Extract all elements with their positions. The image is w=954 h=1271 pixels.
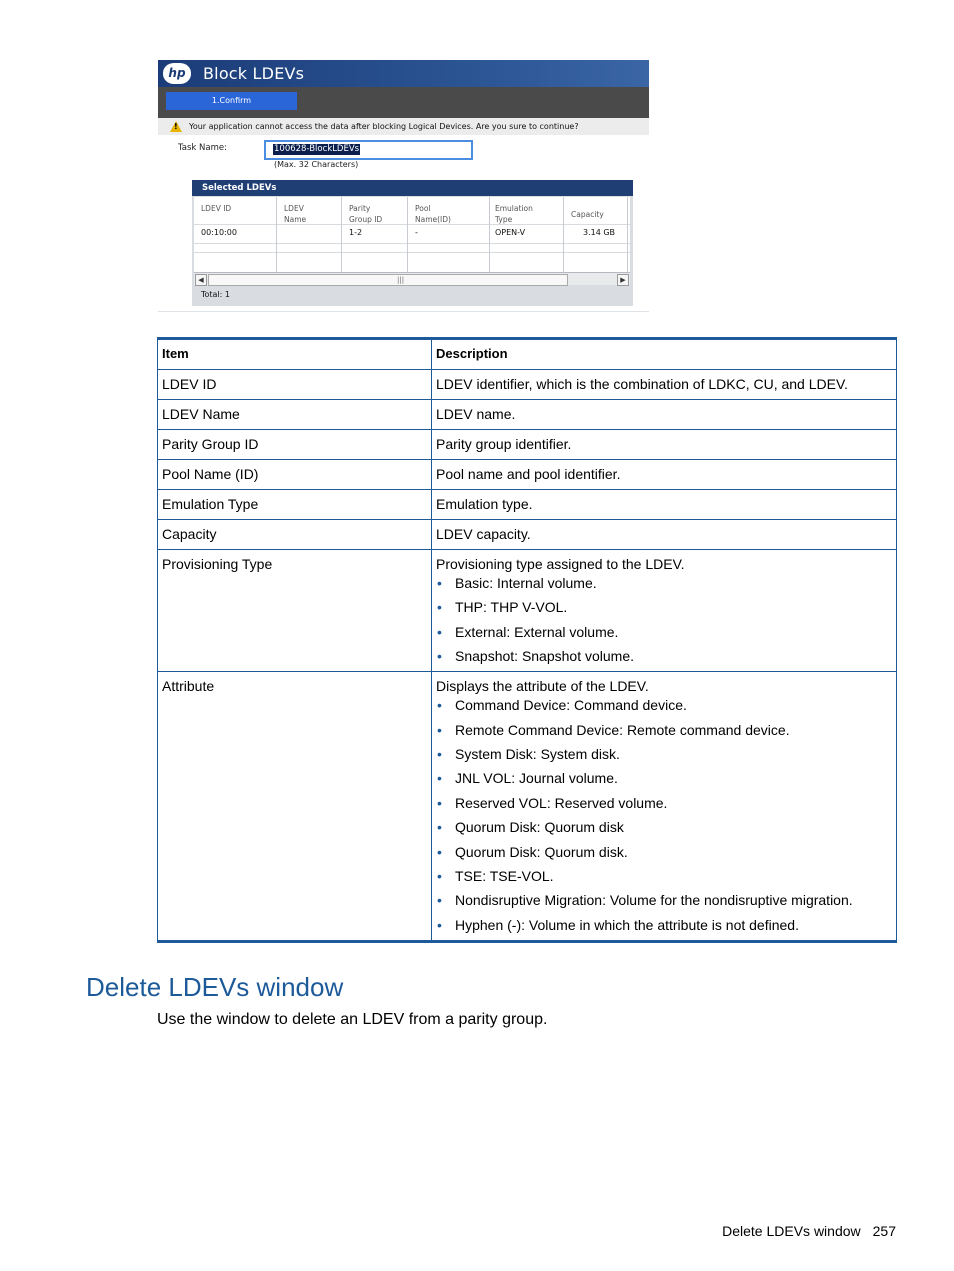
warning-icon: ! <box>170 121 182 132</box>
list-item: • Quorum Disk: Quorum disk. <box>436 844 891 860</box>
page-number: 257 <box>872 1223 896 1239</box>
grid-column[interactable] <box>276 197 342 272</box>
item-cell: LDEV ID <box>158 370 432 400</box>
column-header: Emulation Type <box>495 204 533 224</box>
column-header-description: Description <box>432 339 897 370</box>
list-item: • Quorum Disk: Quorum disk <box>436 819 891 835</box>
description-cell: LDEV identifier, which is the combination of LDKC, CU, and LDEV. <box>432 370 897 400</box>
list-item: • Reserved VOL: Reserved volume. <box>436 795 891 811</box>
warning-bar <box>158 118 649 135</box>
table-row <box>158 520 897 550</box>
column-header: LDEV Name <box>284 204 307 224</box>
description-cell: Emulation type. <box>432 490 897 520</box>
table-row <box>158 430 897 460</box>
table-row <box>158 490 897 520</box>
table-row <box>158 460 897 490</box>
bullet-list <box>436 697 891 933</box>
item-cell: Emulation Type <box>158 490 432 520</box>
grid-cell: 00:10:00 <box>201 228 237 237</box>
description-cell <box>432 550 897 672</box>
description-cell: LDEV name. <box>432 400 897 430</box>
horizontal-scrollbar[interactable] <box>194 272 630 285</box>
column-header: Pool Name(ID) <box>415 204 451 224</box>
column-header: Parity Group ID <box>349 204 383 224</box>
warning-text: Your application cannot access the data after blocking Logical Devices. Are you sure to continue? <box>189 122 579 131</box>
grid-column[interactable] <box>489 197 564 272</box>
item-cell: LDEV Name <box>158 400 432 430</box>
list-item: • THP: THP V-VOL. <box>436 599 891 615</box>
grid-column[interactable] <box>341 197 408 272</box>
list-item: • Nondisruptive Migration: Volume for the nondisruptive migration. <box>436 892 891 908</box>
grid-cell: 3.14 GB <box>583 228 616 237</box>
wizard-steps <box>158 87 649 118</box>
list-item: • TSE: TSE-VOL. <box>436 868 891 884</box>
description-cell: LDEV capacity. <box>432 520 897 550</box>
task-name-label: Task Name: <box>178 143 227 153</box>
scroll-left-icon[interactable]: ◀ <box>195 274 207 286</box>
description-cell: Parity group identifier. <box>432 430 897 460</box>
item-cell: Capacity <box>158 520 432 550</box>
list-item: • JNL VOL: Journal volume. <box>436 770 891 786</box>
selected-ldevs-panel <box>192 180 633 306</box>
grid-cell: - <box>415 228 418 237</box>
list-item: • System Disk: System disk. <box>436 746 891 762</box>
description-cell <box>432 672 897 942</box>
table-row <box>158 550 897 672</box>
scrollbar-thumb[interactable]: ||| <box>208 274 568 286</box>
table-row <box>158 370 897 400</box>
grid-cell: OPEN-V <box>495 228 526 237</box>
task-name-value: 100628-BlockLDEVs <box>274 144 360 154</box>
step-confirm[interactable]: 1.Confirm <box>166 92 297 110</box>
scroll-right-icon[interactable]: ▶ <box>617 274 629 286</box>
bullet-list <box>436 575 891 664</box>
task-name-input[interactable] <box>264 140 473 160</box>
column-header-item: Item <box>158 339 432 370</box>
description-cell: Pool name and pool identifier. <box>432 460 897 490</box>
list-item: • Hyphen (-): Volume in which the attribute is not defined. <box>436 917 891 933</box>
window-title-bar <box>158 60 649 87</box>
item-cell: Provisioning Type <box>158 550 432 672</box>
section-heading: Delete LDEVs window <box>86 972 344 1002</box>
page-footer <box>722 1223 896 1239</box>
list-item: • Basic: Internal volume. <box>436 575 891 591</box>
table-row <box>158 400 897 430</box>
grid-column[interactable] <box>194 197 277 272</box>
description-text: Displays the attribute of the LDEV. <box>436 678 649 695</box>
hp-logo: hp <box>163 63 191 84</box>
selected-ldevs-grid <box>194 197 630 272</box>
list-item: • Remote Command Device: Remote command device. <box>436 722 891 738</box>
footer-label: Delete LDEVs window <box>722 1223 861 1239</box>
block-ldevs-screenshot <box>158 60 649 312</box>
list-item: • Snapshot: Snapshot volume. <box>436 648 891 664</box>
description-text: Provisioning type assigned to the LDEV. <box>436 556 685 572</box>
item-cell: Parity Group ID <box>158 430 432 460</box>
selected-ldevs-title <box>192 180 633 196</box>
list-item: • External: External volume. <box>436 624 891 640</box>
item-cell: Attribute <box>158 672 432 942</box>
column-header: LDEV ID <box>201 204 232 213</box>
grid-column[interactable] <box>407 197 490 272</box>
table-header-row <box>158 339 897 370</box>
table-row <box>158 672 897 942</box>
grid-cell: 1-2 <box>349 228 363 237</box>
list-item: • Command Device: Command device. <box>436 697 891 713</box>
grid-column[interactable] <box>563 197 628 272</box>
section-body-text: Use the window to delete an LDEV from a parity group. <box>157 1011 548 1028</box>
item-cell: Pool Name (ID) <box>158 460 432 490</box>
task-name-hint: (Max. 32 Characters) <box>274 160 359 169</box>
column-header: Capacity <box>571 210 604 219</box>
item-description-table <box>157 337 897 943</box>
window-title: Block LDEVs <box>203 64 305 83</box>
selected-ldevs-title-text: Selected LDEVs <box>202 183 277 193</box>
total-count: Total: 1 <box>201 290 231 299</box>
